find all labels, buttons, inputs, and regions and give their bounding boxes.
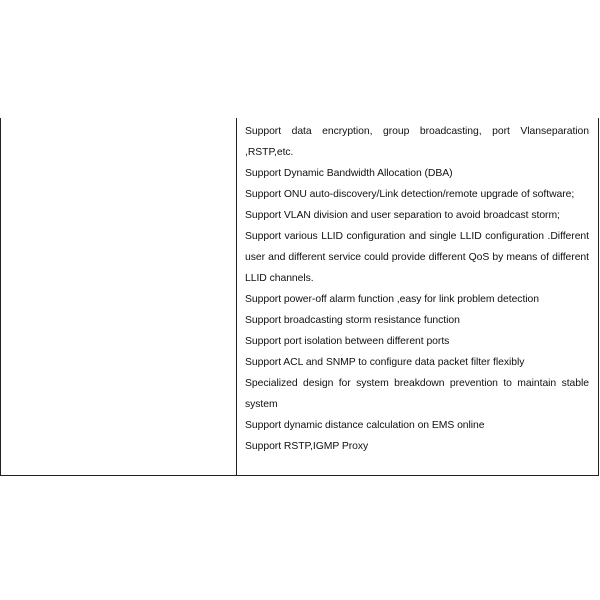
feature-list <box>245 121 589 457</box>
table-right-cell <box>237 118 599 475</box>
feature-item: Support VLAN division and user separation to avoid broadcast storm; <box>245 210 560 221</box>
feature-item: Support various LLID configuration and single LLID configuration .Different user and different service could provide different QoS by means of different LLID channels. <box>245 231 589 284</box>
feature-item: Support port isolation between different ports <box>245 336 450 347</box>
feature-item: Specialized design for system breakdown prevention to maintain stable system <box>245 378 589 410</box>
feature-item: Support broadcasting storm resistance function <box>245 315 460 326</box>
feature-item: Support ONU auto-discovery/Link detection/remote upgrade of software; <box>245 189 575 200</box>
table-left-cell <box>0 118 237 475</box>
feature-item: Support Dynamic Bandwidth Allocation (DBA) <box>245 168 453 179</box>
spec-table <box>0 118 599 476</box>
feature-item: Support power-off alarm function ,easy for link problem detection <box>245 294 539 305</box>
feature-item: Support data encryption, group broadcasting, port Vlanseparation ,RSTP,etc. <box>245 126 589 158</box>
feature-item: Support RSTP,IGMP Proxy <box>245 441 369 452</box>
feature-item: Support ACL and SNMP to configure data packet filter flexibly <box>245 357 525 368</box>
feature-item: Support dynamic distance calculation on EMS online <box>245 420 485 431</box>
